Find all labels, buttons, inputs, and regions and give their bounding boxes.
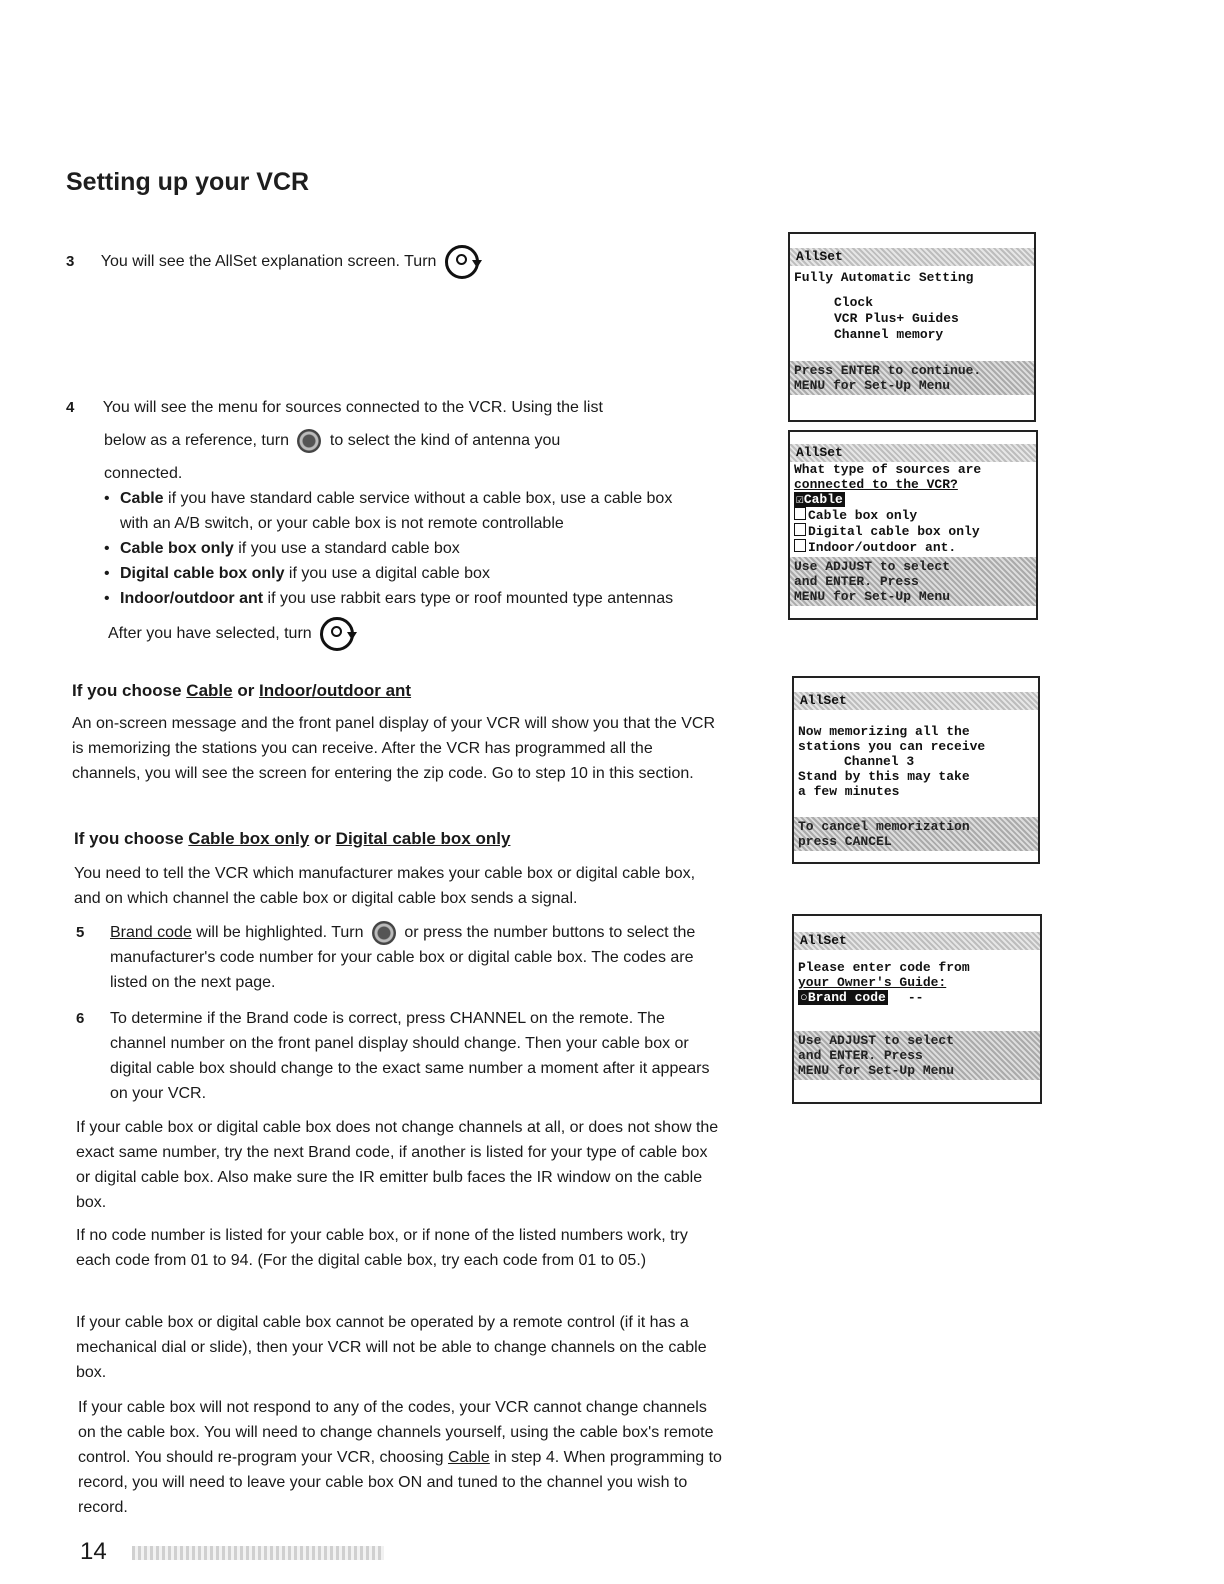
section-cable	[72, 678, 722, 786]
list-item: • Cable box only if you use a standard cable box	[104, 536, 704, 561]
section-heading: If you choose Cable box only or Digital cable box only	[74, 829, 511, 848]
step-number: 4	[66, 399, 75, 416]
screen-item: VCR Plus+ Guides	[834, 311, 959, 326]
step-number: 5	[76, 924, 85, 941]
brand-code-field: ○Brand code --	[800, 990, 924, 1005]
allset-screen-2	[788, 430, 1038, 620]
step-text: to select the kind of antenna you	[329, 432, 561, 449]
screen-prompt: and ENTER. Press	[798, 1048, 923, 1063]
screen-prompt: MENU for Set-Up Menu	[794, 378, 951, 393]
section-paragraph: An on-screen message and the front panel display of your VCR will show you that the VCR is memorizing the stations you can receive. After the VCR has programmed all the channels, you will see the screen for entering the zip code. Go to step 10 in this section.	[72, 715, 715, 782]
page-number: 14	[80, 1538, 107, 1565]
list-item: • Indoor/outdoor ant if you use rabbit ears type or roof mounted type antennas	[104, 586, 704, 611]
screen-prompt: MENU for Set-Up Menu	[798, 1063, 955, 1078]
antenna-options-list	[104, 486, 704, 611]
turn-knob-icon	[445, 245, 479, 279]
step-text: connected.	[104, 465, 183, 482]
page-footer-bar	[132, 1546, 384, 1560]
screen-line: Fully Automatic Setting	[794, 270, 974, 285]
step-text: After you have selected, turn	[108, 625, 312, 643]
screen-header: AllSet	[794, 932, 1040, 950]
paragraph: If your cable box or digital cable box cannot be operated by a remote control (if it has a mechanical dial or slide), then your VCR will not be able to change channels on the cable box.	[76, 1314, 707, 1381]
step-text: You will see the AllSet explanation screen. Turn	[100, 253, 437, 271]
screen-prompt: Use ADJUST to select	[794, 559, 951, 574]
screen-option: Cable box only	[794, 507, 1032, 523]
step-6	[76, 1006, 716, 1106]
screen-line: stations you can receive	[798, 739, 986, 754]
screen-line: Please enter code from	[798, 960, 970, 975]
screen-option-selected: ☑Cable	[796, 492, 843, 507]
adjust-dial-icon	[297, 429, 321, 453]
step-3	[66, 245, 479, 279]
list-item: • Digital cable box only if you use a digital cable box	[104, 561, 704, 586]
step-number: 6	[76, 1010, 85, 1027]
screen-header: AllSet	[790, 444, 1036, 462]
screen-line: Now memorizing all the	[798, 724, 970, 739]
screen-header: AllSet	[794, 692, 1038, 710]
page-title: Setting up your VCR	[66, 168, 310, 196]
allset-screen-1	[788, 232, 1036, 422]
screen-line: your Owner's Guide:	[798, 975, 947, 990]
section-cable-box	[74, 826, 724, 911]
section-heading: If you choose Cable or Indoor/outdoor ant	[72, 681, 412, 700]
brand-code-link: Brand code	[110, 924, 192, 941]
screen-line: a few minutes	[798, 784, 900, 799]
screen-option: Indoor/outdoor ant.	[794, 539, 1032, 555]
screen-channel: Channel 3	[844, 754, 915, 769]
turn-knob-icon	[320, 617, 354, 651]
list-item: • Cable if you have standard cable service without a cable box, use a cable box with an A/B switch, or your cable box is not remote controllable	[104, 486, 704, 536]
screen-prompt: press CANCEL	[798, 834, 892, 849]
screen-item: Channel memory	[834, 327, 944, 342]
allset-screen-3	[792, 676, 1040, 864]
screen-line: connected to the VCR?	[794, 477, 958, 492]
step-number: 3	[66, 253, 75, 271]
step-text: You will see the menu for sources connected to the VCR. Using the list	[102, 399, 603, 416]
screen-prompt: Press ENTER to continue.	[794, 363, 982, 378]
screen-prompt: To cancel memorization	[798, 819, 970, 834]
screen-prompt: Use ADJUST to select	[798, 1033, 955, 1048]
screen-item: Clock	[834, 295, 874, 310]
screen-line: What type of sources are	[794, 462, 982, 477]
step-text: below as a reference, turn	[104, 432, 289, 449]
step-4	[66, 395, 726, 651]
screen-header: AllSet	[790, 248, 1034, 266]
step-text: To determine if the Brand code is correct, press CHANNEL on the remote. The channel number on the front panel display should change. Then your cable box or digital cable box should change to the exact same number a moment after it appears on your VCR.	[110, 1010, 710, 1102]
screen-prompt: MENU for Set-Up Menu	[794, 589, 951, 604]
allset-screen-4	[792, 914, 1042, 1104]
section-paragraph: You need to tell the VCR which manufacturer makes your cable box or digital cable box, and on which channel the cable box or digital cable box sends a signal.	[74, 865, 696, 907]
screen-prompt: and ENTER. Press	[794, 574, 919, 589]
step-5: 5 Brand code will be highlighted. Turn or press the number buttons to select the manufacturer's code number for your cable box or digital cable box. The codes are listed on the next page.	[76, 920, 716, 995]
screen-option: Digital cable box only	[794, 523, 1032, 539]
paragraph: If no code number is listed for your cable box, or if none of the listed numbers work, try each code from 01 to 94. (For the digital cable box, try each code from 01 to 05.)	[76, 1227, 688, 1269]
screen-line: Stand by this may take	[798, 769, 970, 784]
paragraph: If your cable box or digital cable box does not change channels at all, or does not show the exact same number, try the next Brand code, if another is listed for your type of cable box or digital cable box. Also make sure the IR emitter bulb faces the IR window on the cable box.	[76, 1119, 719, 1211]
adjust-dial-icon	[372, 921, 396, 945]
paragraph: If your cable box will not respond to any of the codes, your VCR cannot change channels on the cable box. You will need to change channels yourself, using the cable box's remote control. You should re-program your VCR, choosing Cable in step 4. When programming to record, you will need to leave your cable box ON and tuned to the channel you wish to record.	[78, 1399, 722, 1516]
